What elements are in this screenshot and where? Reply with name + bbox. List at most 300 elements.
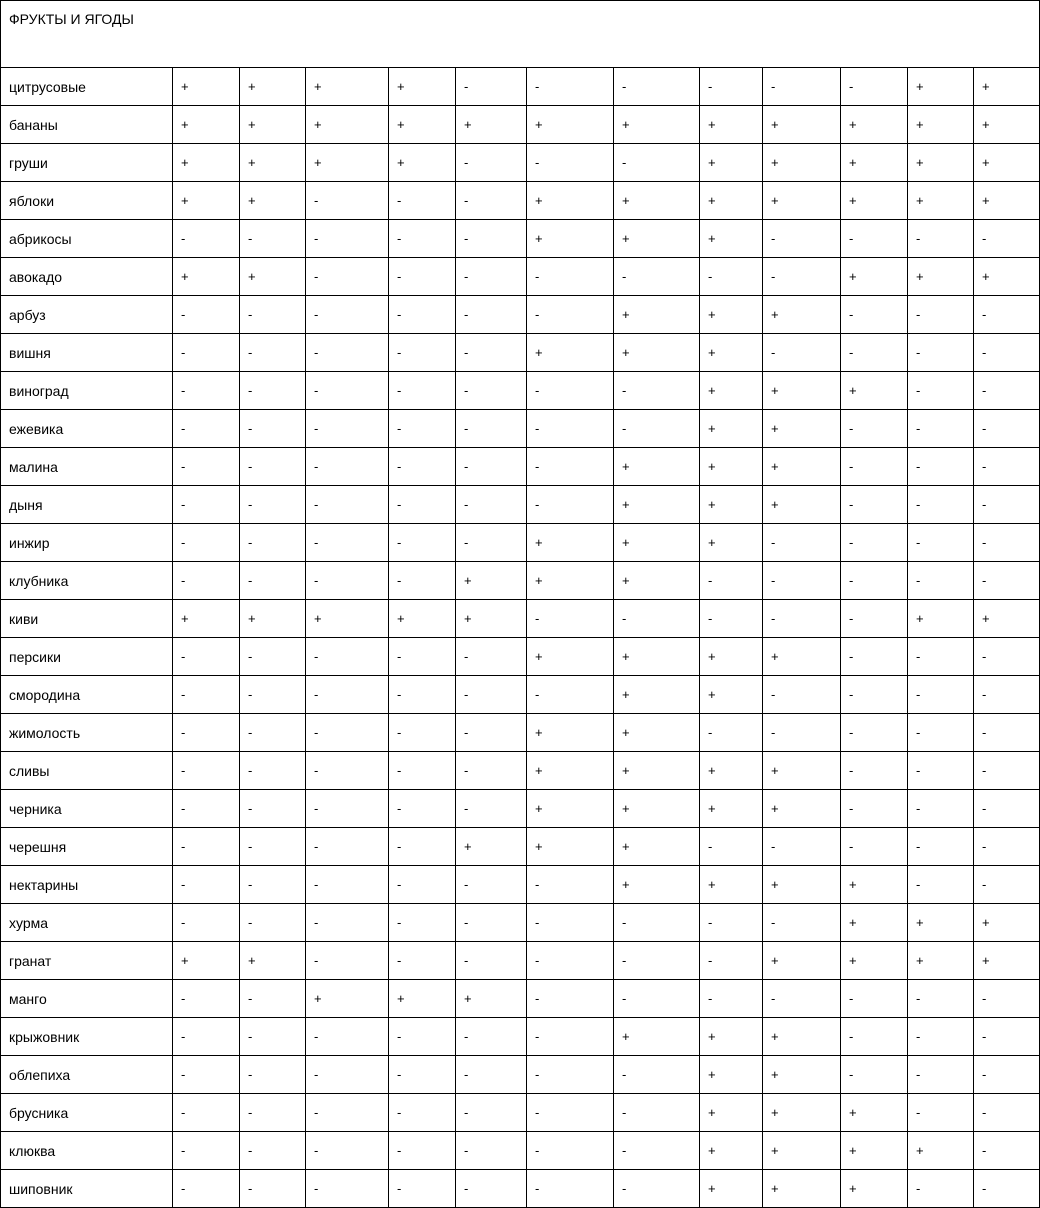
- table-cell: -: [908, 638, 974, 676]
- table-cell: +: [841, 1132, 908, 1170]
- table-cell: -: [173, 828, 240, 866]
- table-cell: -: [908, 1170, 974, 1208]
- table-cell: +: [614, 790, 700, 828]
- row-label: клюква: [1, 1132, 173, 1170]
- table-cell: -: [763, 676, 841, 714]
- table-cell: -: [306, 1056, 389, 1094]
- table-cell: +: [614, 220, 700, 258]
- table-cell: -: [240, 904, 306, 942]
- table-cell: +: [700, 334, 763, 372]
- table-row: [1, 372, 1040, 410]
- table-row: [1, 1018, 1040, 1056]
- table-cell: -: [974, 1018, 1040, 1056]
- table-cell: -: [974, 980, 1040, 1018]
- row-label: черника: [1, 790, 173, 828]
- table-cell: -: [240, 790, 306, 828]
- table-cell: -: [306, 486, 389, 524]
- table-cell: -: [614, 410, 700, 448]
- table-row: [1, 980, 1040, 1018]
- table-cell: -: [908, 334, 974, 372]
- table-cell: +: [614, 524, 700, 562]
- table-row: [1, 1056, 1040, 1094]
- table-cell: -: [456, 1094, 527, 1132]
- table-cell: +: [240, 600, 306, 638]
- table-row: [1, 334, 1040, 372]
- table-cell: -: [173, 296, 240, 334]
- table-cell: +: [763, 1170, 841, 1208]
- table-cell: -: [456, 1170, 527, 1208]
- table-cell: -: [527, 676, 614, 714]
- table-cell: -: [841, 828, 908, 866]
- table-cell: -: [527, 68, 614, 106]
- table-cell: +: [700, 448, 763, 486]
- table-cell: +: [700, 182, 763, 220]
- table-cell: -: [306, 1018, 389, 1056]
- table-cell: +: [974, 258, 1040, 296]
- table-cell: +: [173, 68, 240, 106]
- table-cell: -: [841, 296, 908, 334]
- table-cell: -: [614, 942, 700, 980]
- table-cell: -: [974, 1132, 1040, 1170]
- table-cell: -: [456, 714, 527, 752]
- table-cell: -: [763, 828, 841, 866]
- table-cell: -: [700, 68, 763, 106]
- table-cell: -: [527, 448, 614, 486]
- table-cell: +: [527, 752, 614, 790]
- table-row: [1, 220, 1040, 258]
- table-cell: +: [173, 144, 240, 182]
- table-cell: -: [306, 258, 389, 296]
- table-cell: -: [700, 562, 763, 600]
- table-cell: +: [974, 600, 1040, 638]
- table-cell: -: [456, 904, 527, 942]
- table-cell: -: [306, 790, 389, 828]
- table-cell: -: [841, 486, 908, 524]
- table-cell: +: [763, 1132, 841, 1170]
- table-cell: -: [527, 904, 614, 942]
- table-cell: +: [306, 106, 389, 144]
- table-cell: +: [527, 790, 614, 828]
- table-cell: -: [908, 1018, 974, 1056]
- row-label: клубника: [1, 562, 173, 600]
- table-cell: -: [614, 258, 700, 296]
- table-cell: -: [908, 448, 974, 486]
- table-cell: +: [614, 866, 700, 904]
- table-cell: -: [974, 752, 1040, 790]
- table-cell: +: [700, 1018, 763, 1056]
- table-cell: -: [908, 410, 974, 448]
- table-cell: +: [240, 258, 306, 296]
- table-cell: +: [974, 144, 1040, 182]
- row-label: груши: [1, 144, 173, 182]
- table-cell: -: [306, 296, 389, 334]
- table-cell: +: [841, 106, 908, 144]
- table-cell: +: [841, 866, 908, 904]
- table-cell: -: [173, 904, 240, 942]
- table-cell: +: [908, 942, 974, 980]
- table-cell: +: [700, 790, 763, 828]
- table-cell: -: [456, 220, 527, 258]
- table-cell: +: [763, 486, 841, 524]
- table-row: [1, 106, 1040, 144]
- row-label: арбуз: [1, 296, 173, 334]
- table-cell: -: [763, 258, 841, 296]
- table-cell: -: [614, 144, 700, 182]
- table-cell: -: [456, 258, 527, 296]
- table-cell: +: [841, 182, 908, 220]
- table-cell: -: [389, 828, 456, 866]
- table-cell: -: [306, 866, 389, 904]
- table-cell: +: [841, 942, 908, 980]
- table-cell: +: [240, 68, 306, 106]
- table-cell: +: [841, 904, 908, 942]
- table-row: [1, 942, 1040, 980]
- table-cell: +: [841, 1170, 908, 1208]
- table-cell: -: [306, 676, 389, 714]
- table-cell: +: [908, 1132, 974, 1170]
- table-cell: -: [527, 486, 614, 524]
- table-cell: +: [240, 144, 306, 182]
- table-cell: +: [389, 980, 456, 1018]
- table-cell: -: [173, 638, 240, 676]
- table-cell: +: [700, 866, 763, 904]
- table-cell: -: [389, 752, 456, 790]
- table-cell: -: [240, 220, 306, 258]
- row-label: дыня: [1, 486, 173, 524]
- table-cell: +: [908, 904, 974, 942]
- table-cell: -: [527, 1094, 614, 1132]
- table-cell: -: [456, 1056, 527, 1094]
- table-cell: -: [841, 1018, 908, 1056]
- table-cell: +: [763, 638, 841, 676]
- table-row: [1, 486, 1040, 524]
- table-cell: +: [173, 600, 240, 638]
- table-cell: -: [527, 980, 614, 1018]
- table-cell: -: [173, 1056, 240, 1094]
- table-cell: +: [527, 638, 614, 676]
- table-cell: -: [908, 866, 974, 904]
- table-cell: -: [763, 524, 841, 562]
- table-cell: -: [763, 68, 841, 106]
- table-cell: -: [456, 1018, 527, 1056]
- table-cell: -: [240, 448, 306, 486]
- table-cell: -: [173, 752, 240, 790]
- table-cell: +: [974, 106, 1040, 144]
- table-cell: -: [974, 296, 1040, 334]
- table-row: [1, 562, 1040, 600]
- table-cell: -: [173, 1132, 240, 1170]
- table-cell: +: [700, 1056, 763, 1094]
- table-cell: -: [763, 562, 841, 600]
- table-cell: -: [763, 980, 841, 1018]
- table-cell: +: [614, 638, 700, 676]
- table-row: [1, 790, 1040, 828]
- table-cell: -: [527, 144, 614, 182]
- table-cell: -: [456, 372, 527, 410]
- table-cell: -: [306, 714, 389, 752]
- table-cell: +: [614, 106, 700, 144]
- table-cell: -: [527, 942, 614, 980]
- table-cell: -: [974, 334, 1040, 372]
- table-cell: -: [614, 1056, 700, 1094]
- table-cell: -: [173, 410, 240, 448]
- table-cell: -: [841, 638, 908, 676]
- table-cell: +: [763, 144, 841, 182]
- table-cell: -: [908, 372, 974, 410]
- row-label: нектарины: [1, 866, 173, 904]
- table-cell: -: [841, 68, 908, 106]
- table-cell: -: [908, 486, 974, 524]
- table-cell: +: [306, 144, 389, 182]
- table-cell: -: [908, 220, 974, 258]
- table-cell: -: [240, 1094, 306, 1132]
- table-cell: +: [908, 144, 974, 182]
- table-cell: +: [763, 1056, 841, 1094]
- table-cell: -: [456, 524, 527, 562]
- table-cell: +: [527, 562, 614, 600]
- table-cell: +: [763, 866, 841, 904]
- table-cell: -: [614, 372, 700, 410]
- table-cell: -: [908, 752, 974, 790]
- table-cell: -: [240, 296, 306, 334]
- table-cell: +: [700, 372, 763, 410]
- table-cell: -: [173, 790, 240, 828]
- table-cell: -: [527, 258, 614, 296]
- table-cell: -: [389, 942, 456, 980]
- table-cell: -: [173, 676, 240, 714]
- table-cell: -: [173, 486, 240, 524]
- table-cell: +: [763, 942, 841, 980]
- table-cell: -: [389, 790, 456, 828]
- table-cell: +: [614, 296, 700, 334]
- row-label: черешня: [1, 828, 173, 866]
- row-label: крыжовник: [1, 1018, 173, 1056]
- table-cell: +: [173, 942, 240, 980]
- table-cell: -: [306, 334, 389, 372]
- table-cell: -: [306, 1094, 389, 1132]
- table-cell: -: [614, 1132, 700, 1170]
- table-cell: +: [614, 334, 700, 372]
- table-cell: -: [527, 1170, 614, 1208]
- table-cell: -: [974, 486, 1040, 524]
- row-label: абрикосы: [1, 220, 173, 258]
- table-cell: -: [841, 1056, 908, 1094]
- table-cell: +: [306, 980, 389, 1018]
- table-cell: -: [173, 1170, 240, 1208]
- table-cell: -: [527, 1018, 614, 1056]
- table-cell: -: [306, 220, 389, 258]
- table-cell: -: [974, 638, 1040, 676]
- table-cell: -: [306, 448, 389, 486]
- table-cell: -: [173, 714, 240, 752]
- table-cell: -: [614, 600, 700, 638]
- table-cell: +: [763, 790, 841, 828]
- table-row: [1, 258, 1040, 296]
- table-cell: -: [456, 866, 527, 904]
- table-row: [1, 714, 1040, 752]
- table-cell: +: [614, 562, 700, 600]
- table-cell: +: [389, 68, 456, 106]
- table-cell: -: [389, 1132, 456, 1170]
- table-cell: -: [306, 1170, 389, 1208]
- table-cell: -: [456, 296, 527, 334]
- table-cell: +: [614, 676, 700, 714]
- table-cell: +: [614, 1018, 700, 1056]
- table-cell: -: [389, 220, 456, 258]
- table-cell: -: [240, 372, 306, 410]
- table-row: [1, 676, 1040, 714]
- table-cell: +: [527, 334, 614, 372]
- table-row: [1, 144, 1040, 182]
- table-cell: +: [306, 68, 389, 106]
- table-cell: -: [974, 410, 1040, 448]
- table-cell: -: [974, 676, 1040, 714]
- table-row: [1, 1094, 1040, 1132]
- table-cell: -: [974, 828, 1040, 866]
- table-cell: +: [456, 106, 527, 144]
- table-row: [1, 1132, 1040, 1170]
- table-cell: +: [240, 942, 306, 980]
- table-cell: -: [306, 372, 389, 410]
- table-cell: -: [908, 828, 974, 866]
- table-cell: -: [908, 562, 974, 600]
- table-cell: -: [173, 562, 240, 600]
- table-cell: +: [527, 524, 614, 562]
- table-cell: +: [763, 448, 841, 486]
- table-cell: -: [527, 296, 614, 334]
- table-cell: +: [700, 1132, 763, 1170]
- table-cell: -: [456, 144, 527, 182]
- table-cell: -: [763, 904, 841, 942]
- table-cell: +: [908, 68, 974, 106]
- table-row: [1, 638, 1040, 676]
- table-cell: -: [240, 562, 306, 600]
- row-label: персики: [1, 638, 173, 676]
- table-cell: +: [614, 448, 700, 486]
- row-label: манго: [1, 980, 173, 1018]
- table-cell: -: [456, 942, 527, 980]
- table-cell: -: [173, 1018, 240, 1056]
- table-cell: +: [614, 828, 700, 866]
- table-cell: -: [456, 752, 527, 790]
- table-cell: -: [908, 296, 974, 334]
- table-cell: -: [306, 524, 389, 562]
- table-cell: -: [173, 1094, 240, 1132]
- row-label: гранат: [1, 942, 173, 980]
- table-cell: -: [974, 562, 1040, 600]
- table-cell: -: [389, 486, 456, 524]
- table-cell: +: [700, 220, 763, 258]
- table-cell: +: [763, 1018, 841, 1056]
- table-cell: -: [974, 1094, 1040, 1132]
- table-cell: -: [700, 942, 763, 980]
- table-cell: -: [240, 1056, 306, 1094]
- table-cell: +: [700, 752, 763, 790]
- table-cell: -: [700, 714, 763, 752]
- table-cell: -: [841, 410, 908, 448]
- table-cell: +: [614, 486, 700, 524]
- table-cell: -: [389, 1018, 456, 1056]
- table-cell: +: [908, 182, 974, 220]
- table-cell: +: [700, 410, 763, 448]
- table-cell: -: [974, 448, 1040, 486]
- table-cell: +: [763, 106, 841, 144]
- table-cell: -: [173, 220, 240, 258]
- table-cell: -: [908, 524, 974, 562]
- table-cell: -: [240, 334, 306, 372]
- table-cell: +: [306, 600, 389, 638]
- row-label: смородина: [1, 676, 173, 714]
- row-label: бананы: [1, 106, 173, 144]
- table-cell: +: [908, 600, 974, 638]
- table-cell: -: [456, 676, 527, 714]
- row-label: хурма: [1, 904, 173, 942]
- table-cell: -: [841, 714, 908, 752]
- row-label: авокадо: [1, 258, 173, 296]
- table-cell: +: [389, 144, 456, 182]
- table-cell: -: [974, 1170, 1040, 1208]
- table-cell: +: [527, 714, 614, 752]
- table-cell: +: [173, 258, 240, 296]
- table-row: [1, 1170, 1040, 1208]
- table-cell: -: [389, 410, 456, 448]
- table-cell: -: [389, 1094, 456, 1132]
- table-cell: +: [841, 1094, 908, 1132]
- table-cell: +: [841, 258, 908, 296]
- table-cell: -: [700, 600, 763, 638]
- table-cell: +: [841, 372, 908, 410]
- table-cell: -: [974, 220, 1040, 258]
- table-cell: -: [389, 1170, 456, 1208]
- table-title: ФРУКТЫ И ЯГОДЫ: [1, 1, 1040, 68]
- table-cell: -: [908, 980, 974, 1018]
- table-cell: -: [456, 410, 527, 448]
- table-cell: -: [527, 866, 614, 904]
- table-cell: +: [974, 68, 1040, 106]
- table-cell: +: [456, 828, 527, 866]
- table-cell: -: [240, 1018, 306, 1056]
- table-cell: -: [389, 296, 456, 334]
- table-cell: +: [240, 182, 306, 220]
- table-cell: -: [306, 1132, 389, 1170]
- table-cell: +: [456, 600, 527, 638]
- table-cell: -: [306, 182, 389, 220]
- table-cell: +: [763, 410, 841, 448]
- table-cell: -: [841, 790, 908, 828]
- table-cell: -: [974, 524, 1040, 562]
- table-cell: -: [974, 790, 1040, 828]
- table-cell: -: [974, 1056, 1040, 1094]
- table-cell: +: [173, 106, 240, 144]
- table-cell: -: [240, 486, 306, 524]
- table-cell: -: [389, 448, 456, 486]
- table-cell: -: [841, 980, 908, 1018]
- table-cell: +: [614, 182, 700, 220]
- table-cell: -: [389, 866, 456, 904]
- table-row: [1, 904, 1040, 942]
- table-cell: -: [908, 790, 974, 828]
- table-cell: +: [974, 942, 1040, 980]
- table-cell: -: [306, 904, 389, 942]
- table-cell: -: [389, 714, 456, 752]
- table-cell: -: [841, 600, 908, 638]
- table-cell: +: [700, 106, 763, 144]
- table-cell: +: [763, 752, 841, 790]
- table-cell: -: [306, 562, 389, 600]
- table-cell: -: [974, 866, 1040, 904]
- table-cell: +: [456, 980, 527, 1018]
- table-cell: -: [240, 714, 306, 752]
